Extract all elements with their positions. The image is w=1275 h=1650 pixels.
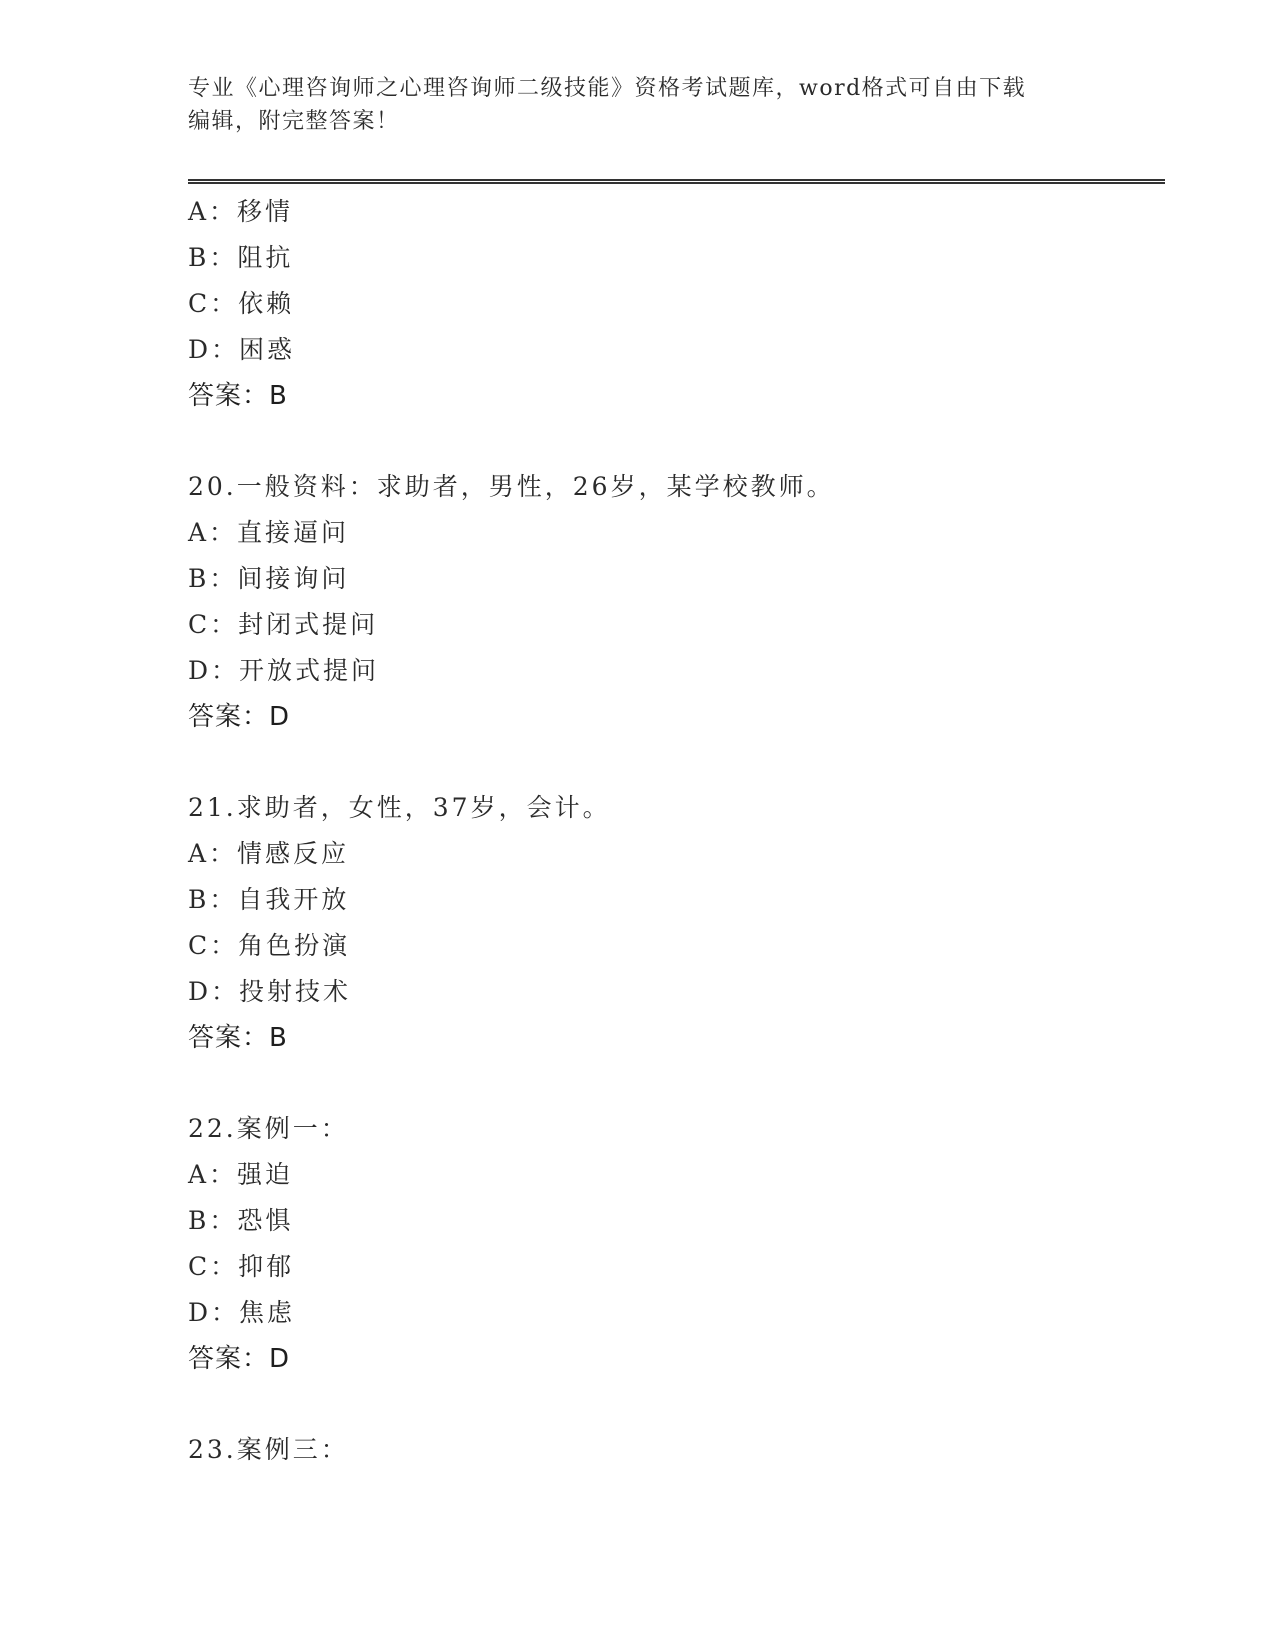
spacer <box>188 419 1165 464</box>
answer-line: 答案：D <box>188 702 291 732</box>
header-divider <box>188 179 1165 184</box>
option-b: B：恐惧 <box>188 1206 294 1235</box>
question-block-20 <box>188 464 1165 740</box>
question-list <box>188 189 1165 1473</box>
question-text: 22.案例一： <box>188 1114 349 1143</box>
option-c: C：封闭式提问 <box>188 610 379 639</box>
option-b: B：自我开放 <box>188 885 350 914</box>
option-c: C：角色扮演 <box>188 931 351 960</box>
option-c: C：抑郁 <box>188 1252 295 1281</box>
header-text-line-1: 专业《心理咨询师之心理咨询师二级技能》资格考试题库，word格式可自由下载 <box>188 76 1027 101</box>
question-text: 23.案例三： <box>188 1435 349 1464</box>
question-text: 21.求助者，女性，37岁，会计。 <box>188 793 611 822</box>
option-b: B：阻抗 <box>188 243 294 272</box>
spacer <box>188 740 1165 785</box>
question-text: 20.一般资料：求助者，男性，26岁，某学校教师。 <box>188 472 835 501</box>
option-a: A：直接逼问 <box>188 518 350 547</box>
option-a: A：移情 <box>188 197 294 226</box>
answer-line: 答案：B <box>188 1023 288 1053</box>
question-block-23 <box>188 1427 1165 1473</box>
option-d: D：开放式提问 <box>188 656 380 685</box>
option-c: C：依赖 <box>188 289 295 318</box>
option-a: A：情感反应 <box>188 839 350 868</box>
header-text-line-2: 编辑，附完整答案！ <box>188 109 400 134</box>
option-b: B：间接询问 <box>188 564 350 593</box>
question-block-22 <box>188 1106 1165 1382</box>
question-block-19 <box>188 189 1165 419</box>
answer-line: 答案：D <box>188 1344 291 1374</box>
option-d: D：投射技术 <box>188 977 352 1006</box>
document-header <box>188 72 1088 138</box>
answer-line: 答案：B <box>188 381 288 411</box>
option-d: D：困惑 <box>188 335 296 364</box>
option-d: D：焦虑 <box>188 1298 296 1327</box>
option-a: A：强迫 <box>188 1160 294 1189</box>
spacer <box>188 1382 1165 1427</box>
spacer <box>188 1061 1165 1106</box>
question-block-21 <box>188 785 1165 1061</box>
